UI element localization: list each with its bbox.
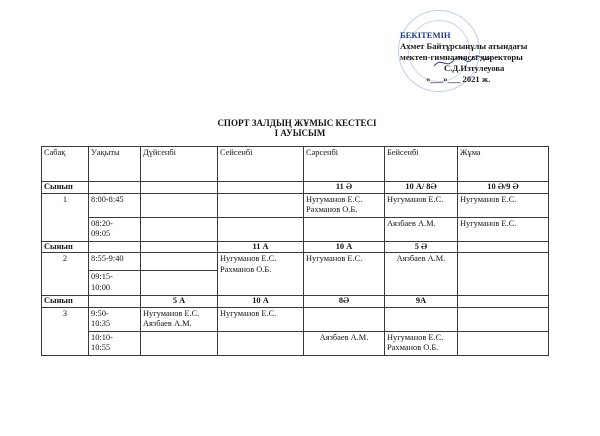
thursday-cell: Нугуманов Е.С. (385, 193, 458, 217)
class-cell: 5 А (141, 296, 218, 308)
monday-cell (141, 253, 218, 271)
tuesday-cell (218, 217, 304, 241)
table-row (42, 331, 549, 355)
header-tuesday: Сейсенбі (218, 147, 304, 182)
monday-cell (141, 217, 218, 241)
wednesday-cell (304, 307, 385, 331)
wednesday-cell: Аязбаев А.М. (304, 331, 385, 355)
class-cell (89, 296, 141, 308)
class-cell (458, 241, 549, 253)
class-row (42, 296, 549, 308)
wednesday-cell (304, 217, 385, 241)
tuesday-cell (218, 193, 304, 217)
class-row (42, 182, 549, 194)
table-row (42, 217, 549, 241)
table-row (42, 307, 549, 331)
class-cell (218, 182, 304, 194)
approval-title: БЕКІТЕМІН (400, 30, 451, 40)
wednesday-cell: Нугуманов Е.С. (304, 253, 385, 296)
approval-director-name: С.Д.Изтулеуова (444, 63, 505, 73)
monday-cell (141, 331, 218, 355)
class-cell (141, 241, 218, 253)
header-time: Уақыты (89, 147, 141, 182)
class-row (42, 241, 549, 253)
class-cell (89, 241, 141, 253)
approval-school: Ахмет Байтұрсынұлы атындағы (400, 41, 528, 51)
time-cell: 10:10- 10:55 (89, 331, 141, 355)
tuesday-cell: Нугуманов Е.С. Рахманов О.Б. (218, 253, 304, 296)
friday-cell (458, 253, 549, 296)
thursday-cell (385, 307, 458, 331)
schedule-heading (0, 118, 600, 138)
approval-position: мектеп-гимназиясы директоры (400, 52, 523, 62)
lesson-number: 3 (42, 307, 89, 355)
table-header-row (42, 147, 549, 182)
class-cell (141, 182, 218, 194)
class-cell: 10 Ә/9 Ә (458, 182, 549, 194)
class-cell (89, 182, 141, 194)
class-cell: 10 А (304, 241, 385, 253)
class-cell: 9А (385, 296, 458, 308)
table-row (42, 253, 549, 271)
tuesday-cell (218, 331, 304, 355)
class-cell: 8Ә (304, 296, 385, 308)
header-lesson: Сабақ (42, 147, 89, 182)
thursday-cell: Нугуманов Е.С. Рахманов О.Б. (385, 331, 458, 355)
thursday-cell: Аязбаев А.М. (385, 253, 458, 296)
friday-cell (458, 307, 549, 331)
time-cell: 8:00-8:45 (89, 193, 141, 217)
thursday-cell: Аязбаев А.М. (385, 217, 458, 241)
friday-cell: Нугуманов Е.С. (458, 193, 549, 217)
friday-cell (458, 331, 549, 355)
tuesday-cell: Нугуманов Е.С. (218, 307, 304, 331)
time-cell: 8:55-9:40 (89, 253, 141, 271)
shift-title: І АУЫСЫМ (274, 128, 326, 138)
time-cell: 08:20- 09:05 (89, 217, 141, 241)
class-cell: 10 А/ 8Ә (385, 182, 458, 194)
class-row-label: Сынып (42, 182, 89, 194)
monday-cell (141, 193, 218, 217)
class-row-label: Сынып (42, 241, 89, 253)
class-cell: 10 А (218, 296, 304, 308)
lesson-number: 1 (42, 193, 89, 241)
header-wednesday: Сәрсенбі (304, 147, 385, 182)
monday-cell: Нугуманов Е.С. Аязбаев А.М. (141, 307, 218, 331)
class-cell: 11 А (218, 241, 304, 253)
table-row (42, 193, 549, 217)
class-row-label: Сынып (42, 296, 89, 308)
wednesday-cell: Нугуманов Е.С. Рахманов О.Б. (304, 193, 385, 217)
class-cell (458, 296, 549, 308)
time-cell: 09:15- 10:00 (89, 271, 141, 296)
lesson-number: 2 (42, 253, 89, 296)
time-cell: 9:50- 10:35 (89, 307, 141, 331)
monday-cell (141, 271, 218, 296)
schedule-table (41, 146, 549, 356)
approval-date: «___»___ 2021 ж. (426, 74, 491, 84)
header-thursday: Бейсенбі (385, 147, 458, 182)
header-monday: Дүйсенбі (141, 147, 218, 182)
class-cell: 5 Ә (385, 241, 458, 253)
page-title: СПОРТ ЗАЛДЫҢ ЖҰМЫС КЕСТЕСІ (217, 118, 377, 128)
friday-cell: Нугуманов Е.С. (458, 217, 549, 241)
header-friday: Жұма (458, 147, 549, 182)
approval-block (400, 30, 590, 85)
class-cell: 11 Ә (304, 182, 385, 194)
